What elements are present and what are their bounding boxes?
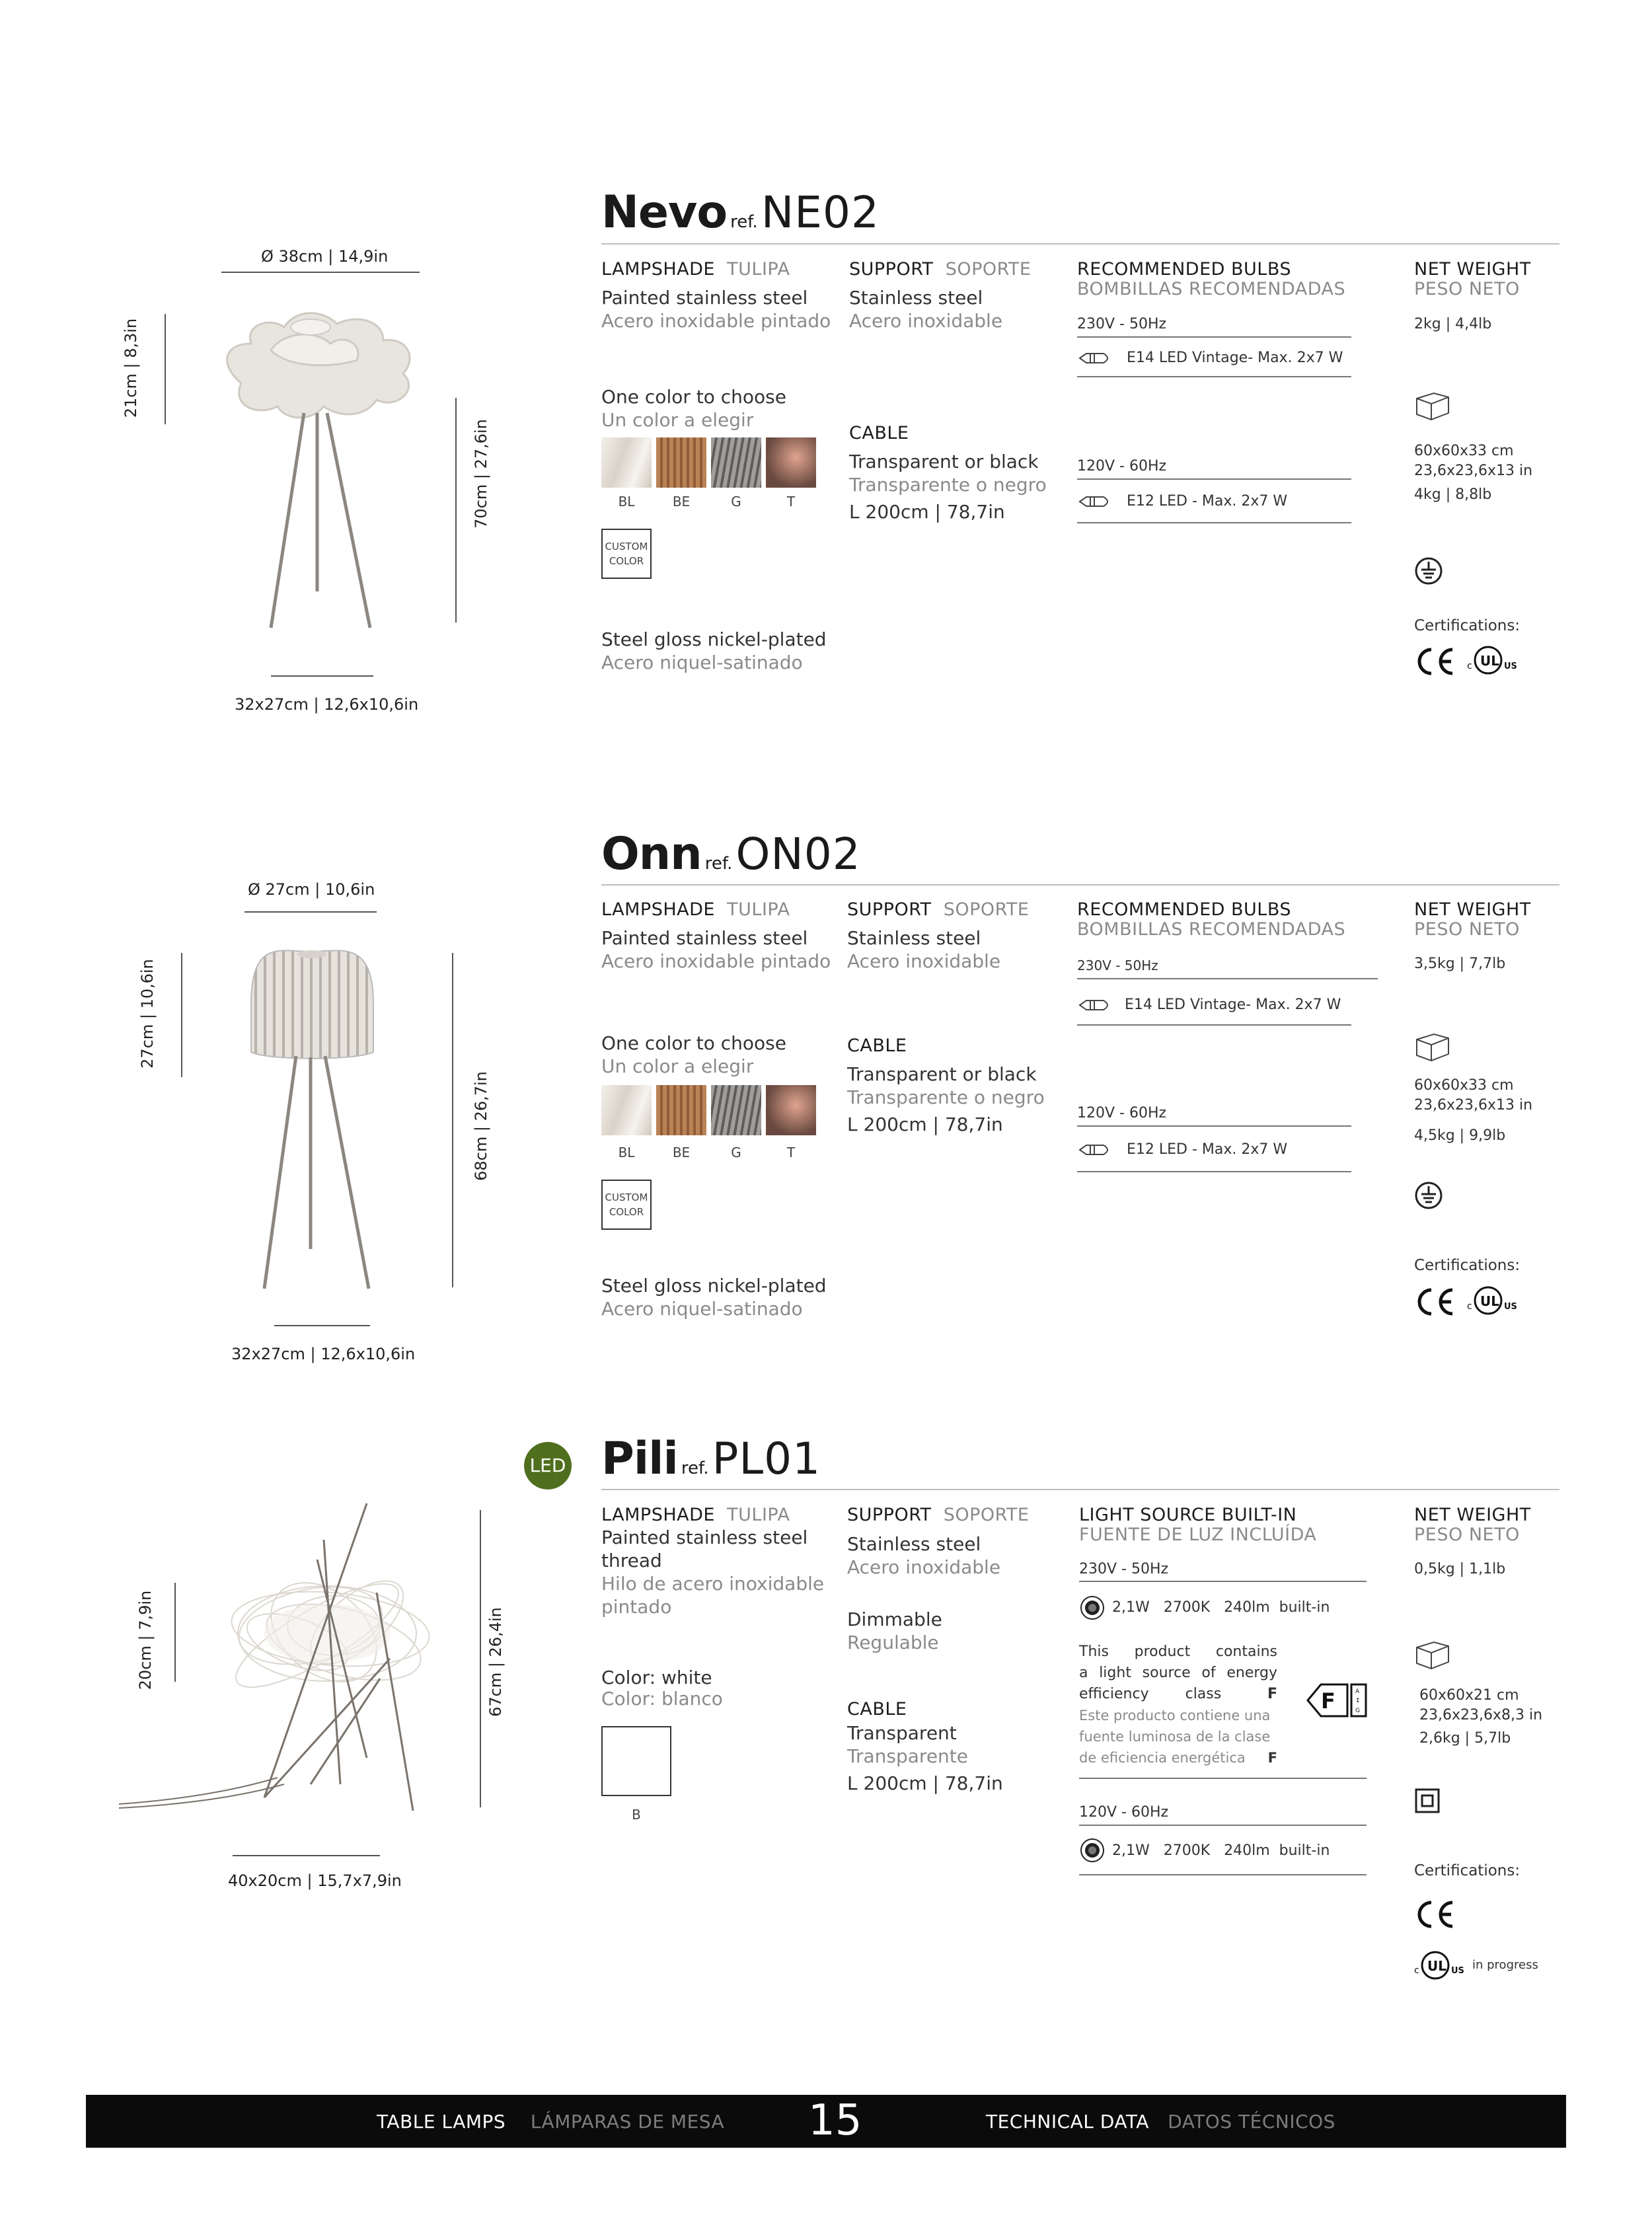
lampshade-material-es: Hilo de acero inoxidable	[601, 1573, 825, 1595]
lampshade-heading	[601, 259, 790, 280]
bulbs-heading-es: BOMBILLAS RECOMENDADAS	[1077, 919, 1346, 940]
swatch-t[interactable]	[766, 437, 816, 488]
product-name: Pili	[601, 1433, 678, 1485]
footer-bar	[86, 2095, 1566, 2148]
cable-heading: CABLE	[849, 423, 909, 443]
swatch-label: B	[632, 1807, 641, 1823]
bulb-spec-us: E12 LED - Max. 2x7 W	[1127, 493, 1288, 510]
box-size-in: 23,6x23,6x13 in	[1414, 1097, 1533, 1114]
divider	[1079, 1778, 1367, 1779]
support-head-en: SUPPORT	[847, 899, 932, 920]
source-spec-us: 2,1W 2700K 240lm built-in	[1112, 1842, 1330, 1859]
svg-text:US: US	[1451, 1966, 1464, 1976]
led-source-icon	[1079, 1595, 1106, 1621]
cable-desc-es: Transparente o negro	[847, 1086, 1045, 1108]
energy-line-es: de eficiencia energética	[1079, 1750, 1246, 1766]
lampshade-material-es: Acero inoxidable pintado	[601, 950, 831, 972]
support-material: Stainless steel	[849, 287, 983, 309]
support-material-es: Acero inoxidable	[847, 950, 1001, 972]
dimmable: Dimmable	[847, 1608, 942, 1630]
dim-shade-height: 20cm | 7,9in	[136, 1590, 155, 1690]
svg-text:G: G	[1355, 1708, 1360, 1714]
swatch-label: G	[731, 494, 741, 510]
ul-progress: in progress	[1472, 1958, 1538, 1972]
energy-line: This product contains	[1079, 1643, 1277, 1660]
footer-left-en: TABLE LAMPS	[377, 2111, 506, 2133]
energy-line-es: Este producto contiene una	[1079, 1708, 1271, 1723]
swatch-label: T	[786, 1145, 796, 1160]
led-source-icon	[1079, 1837, 1106, 1864]
ref-label: ref.	[704, 854, 733, 874]
product-name: Onn	[601, 828, 702, 880]
dim-diameter: Ø 27cm | 10,6in	[248, 880, 375, 899]
svg-text:UL: UL	[1480, 1293, 1499, 1309]
svg-text:UL: UL	[1480, 653, 1499, 669]
swatch-label: T	[786, 494, 796, 510]
ul-icon	[1414, 1949, 1474, 1982]
custom-color-option[interactable]	[601, 529, 652, 579]
swatch-label: BE	[672, 1145, 691, 1160]
lampshade-material-2: thread	[601, 1550, 662, 1571]
dim-shade-height: 27cm | 10,6in	[138, 959, 157, 1069]
bulbs-heading: RECOMMENDED BULBS	[1077, 259, 1292, 280]
voltage-eu: 230V - 50Hz	[1079, 1561, 1169, 1577]
bulb-icon	[1077, 1140, 1114, 1160]
energy-class: F	[1267, 1686, 1277, 1702]
box-icon	[1414, 1028, 1451, 1065]
net-weight: 3,5kg | 7,7lb	[1414, 956, 1506, 972]
cable-heading: CABLE	[847, 1036, 907, 1056]
title-rule	[601, 243, 1559, 245]
support-heading	[847, 1505, 1029, 1525]
lampshade-heading	[601, 899, 790, 920]
weight-heading-es: PESO NETO	[1414, 1525, 1520, 1545]
bulb-icon	[1077, 492, 1114, 511]
ground-icon	[1414, 556, 1443, 585]
svg-text:A: A	[1355, 1688, 1360, 1695]
lampshade-head-en: LAMPSHADE	[601, 1505, 715, 1525]
finish-es: Acero niquel-satinado	[601, 652, 803, 673]
support-head-es: SOPORTE	[945, 259, 1032, 280]
energy-line: a light source of energy	[1079, 1665, 1277, 1681]
product-title	[601, 186, 880, 239]
svg-text:UL: UL	[1427, 1958, 1446, 1974]
color-choice-es: Un color a elegir	[601, 409, 754, 431]
energy-class: F	[1267, 1750, 1277, 1766]
product-ref: NE02	[761, 187, 880, 238]
box-icon	[1414, 387, 1451, 424]
support-material: Stainless steel	[847, 1533, 981, 1555]
box-weight: 4kg | 8,8lb	[1414, 486, 1492, 503]
footer-right-en: TECHNICAL DATA	[986, 2111, 1149, 2133]
box-size-cm: 60x60x21 cm	[1419, 1687, 1519, 1704]
title-rule	[601, 884, 1559, 886]
support-head-es: SOPORTE	[943, 1505, 1030, 1525]
svg-text:US: US	[1504, 1302, 1517, 1312]
lampshade-head-en: LAMPSHADE	[601, 899, 715, 920]
swatch-g[interactable]	[711, 1085, 761, 1135]
energy-line-class	[1079, 1684, 1277, 1705]
swatch-label: BL	[618, 1145, 635, 1160]
product-ref: ON02	[735, 829, 861, 880]
custom-label: CUSTOM	[605, 541, 648, 552]
footer-right	[986, 2111, 1335, 2133]
energy-line-es: fuente luminosa de la clase	[1079, 1729, 1271, 1745]
lampshade-material: Painted stainless steel	[601, 927, 808, 949]
divider	[1077, 522, 1351, 523]
box-size-cm: 60x60x33 cm	[1414, 443, 1514, 459]
swatch-white[interactable]	[601, 1726, 671, 1796]
lampshade-head-en: LAMPSHADE	[601, 259, 715, 280]
led-badge: LED	[524, 1442, 572, 1490]
source-spec-eu: 2,1W 2700K 240lm built-in	[1112, 1599, 1330, 1616]
support-heading	[847, 899, 1029, 920]
ce-ul-icon	[1414, 1285, 1546, 1319]
swatch-label: BE	[672, 494, 691, 510]
ce-ul-icon	[1414, 644, 1546, 679]
bulb-spec-eu: E14 LED Vintage- Max. 2x7 W	[1125, 997, 1341, 1013]
cable-length: L 200cm | 78,7in	[849, 501, 1005, 523]
ce-icon	[1414, 1899, 1460, 1932]
product-title	[601, 828, 861, 880]
weight-heading: NET WEIGHT	[1414, 1505, 1531, 1525]
cable-desc-es: Transparente	[847, 1745, 968, 1767]
net-weight: 2kg | 4,4lb	[1414, 316, 1492, 332]
swatch-bl[interactable]	[601, 437, 652, 488]
footer-right-es: DATOS TÉCNICOS	[1168, 2111, 1335, 2133]
dim-total-height: 68cm | 26,7in	[472, 1071, 490, 1181]
divider	[1077, 336, 1351, 338]
swatch-t[interactable]	[766, 1085, 816, 1135]
dim-total-height: 67cm | 26,4in	[486, 1607, 505, 1717]
certifications-label: Certifications:	[1414, 1257, 1521, 1274]
footer-left	[377, 2111, 724, 2133]
voltage-us: 120V - 60Hz	[1077, 458, 1167, 474]
box-icon	[1414, 1636, 1451, 1673]
svg-text:c: c	[1467, 661, 1472, 671]
svg-text:F: F	[1321, 1688, 1335, 1714]
voltage-us: 120V - 60Hz	[1079, 1804, 1169, 1821]
custom-label-2: COLOR	[609, 555, 644, 567]
color-info-es: Color: blanco	[601, 1688, 723, 1710]
box-weight: 2,6kg | 5,7lb	[1419, 1730, 1511, 1747]
dim-base: 40x20cm | 15,7x7,9in	[228, 1871, 402, 1890]
lampshade-heading	[601, 1505, 790, 1525]
voltage-eu: 230V - 50Hz	[1077, 316, 1167, 332]
dim-shade-height: 21cm | 8,3in	[122, 318, 140, 418]
custom-color-option[interactable]	[601, 1180, 652, 1230]
weight-heading: NET WEIGHT	[1414, 259, 1531, 280]
dim-base: 32x27cm | 12,6x10,6in	[235, 695, 419, 714]
cable-desc: Transparent or black	[847, 1063, 1037, 1085]
cable-desc: Transparent	[847, 1722, 957, 1744]
bulbs-heading-es: BOMBILLAS RECOMENDADAS	[1077, 279, 1346, 299]
weight-heading-es: PESO NETO	[1414, 919, 1520, 940]
custom-label-2: COLOR	[609, 1206, 644, 1218]
swatch-bl[interactable]	[601, 1085, 652, 1135]
dimmable-es: Regulable	[847, 1632, 939, 1653]
lampshade-material-es-2: pintado	[601, 1596, 672, 1618]
divider	[1077, 1171, 1351, 1172]
dim-total-height: 70cm | 27,6in	[472, 419, 490, 529]
title-rule	[601, 1489, 1559, 1490]
color-info: Color: white	[601, 1667, 712, 1688]
lamp-drawing-onn	[119, 879, 489, 1355]
product-name: Nevo	[601, 186, 728, 239]
divider	[1077, 376, 1351, 377]
divider	[1077, 978, 1378, 979]
color-choice-es: Un color a elegir	[601, 1055, 754, 1077]
dim-diameter: Ø 38cm | 14,9in	[261, 247, 389, 266]
box-size-in: 23,6x23,6x8,3 in	[1419, 1707, 1543, 1723]
color-choice: One color to choose	[601, 386, 786, 408]
double-insulation-icon	[1414, 1788, 1441, 1814]
cable-heading: CABLE	[847, 1699, 907, 1719]
bulb-icon	[1077, 995, 1114, 1015]
dim-base: 32x27cm | 12,6x10,6in	[231, 1345, 416, 1363]
swatch-label: BL	[618, 494, 635, 510]
certifications-label: Certifications:	[1414, 617, 1521, 634]
svg-text:c: c	[1467, 1301, 1472, 1312]
bulb-spec-eu: E14 LED Vintage- Max. 2x7 W	[1127, 350, 1343, 366]
bulbs-heading: RECOMMENDED BULBS	[1077, 899, 1292, 920]
lampshade-material: Painted stainless steel	[601, 287, 808, 309]
bulb-spec-us: E12 LED - Max. 2x7 W	[1127, 1141, 1288, 1158]
lamp-drawing-nevo	[119, 251, 489, 727]
box-weight: 4,5kg | 9,9lb	[1414, 1127, 1506, 1144]
svg-text:US: US	[1504, 661, 1517, 671]
support-material: Stainless steel	[847, 927, 981, 949]
energy-label-icon	[1306, 1682, 1370, 1719]
swatch-be[interactable]	[656, 1085, 706, 1135]
lampshade-material-es: Acero inoxidable pintado	[601, 310, 831, 332]
support-heading	[849, 259, 1031, 280]
finish: Steel gloss nickel-plated	[601, 1275, 827, 1297]
divider	[1079, 1874, 1367, 1875]
voltage-eu: 230V - 50Hz	[1077, 958, 1158, 973]
bulb-icon	[1077, 348, 1114, 368]
box-size-cm: 60x60x33 cm	[1414, 1077, 1514, 1094]
cable-desc-es: Transparente o negro	[849, 474, 1047, 496]
finish-es: Acero niquel-satinado	[601, 1298, 803, 1320]
page-number: 15	[808, 2096, 862, 2145]
lampshade-material: Painted stainless steel	[601, 1527, 808, 1548]
color-choice: One color to choose	[601, 1032, 786, 1054]
product-title	[601, 1433, 821, 1485]
lamp-drawing-pili	[112, 1493, 509, 1916]
support-head-en: SUPPORT	[847, 1505, 932, 1525]
support-head-en: SUPPORT	[849, 259, 934, 280]
swatch-g[interactable]	[711, 437, 761, 488]
weight-heading: NET WEIGHT	[1414, 899, 1531, 920]
net-weight: 0,5kg | 1,1lb	[1414, 1561, 1506, 1577]
finish: Steel gloss nickel-plated	[601, 628, 827, 650]
weight-heading-es: PESO NETO	[1414, 279, 1520, 299]
box-size-in: 23,6x23,6x13 in	[1414, 463, 1533, 479]
energy-text	[1079, 1642, 1277, 1705]
custom-label: CUSTOM	[605, 1191, 648, 1203]
energy-line-es-class	[1079, 1747, 1277, 1768]
divider	[1077, 1125, 1351, 1127]
cable-length: L 200cm | 78,7in	[847, 1114, 1003, 1135]
swatch-label: G	[731, 1145, 741, 1160]
divider	[1077, 478, 1351, 480]
ref-label: ref.	[730, 212, 758, 232]
lampshade-head-es: TULIPA	[727, 259, 790, 280]
cable-desc: Transparent or black	[849, 451, 1039, 472]
divider	[1079, 1825, 1367, 1826]
support-material-es: Acero inoxidable	[847, 1556, 1001, 1578]
cable-length: L 200cm | 78,7in	[847, 1772, 1003, 1794]
voltage-us: 120V - 60Hz	[1077, 1105, 1167, 1121]
light-heading: LIGHT SOURCE BUILT-IN	[1079, 1505, 1297, 1525]
support-material-es: Acero inoxidable	[849, 310, 1003, 332]
energy-text-es	[1079, 1705, 1277, 1768]
swatch-be[interactable]	[656, 437, 706, 488]
certifications-label: Certifications:	[1414, 1862, 1521, 1879]
support-head-es: SOPORTE	[943, 899, 1030, 920]
divider	[1079, 1581, 1367, 1582]
ref-label: ref.	[681, 1458, 709, 1478]
footer-left-es: LÁMPARAS DE MESA	[530, 2111, 725, 2133]
svg-text:c: c	[1414, 1965, 1419, 1976]
lampshade-head-es: TULIPA	[727, 899, 790, 920]
svg-text:↕: ↕	[1355, 1698, 1361, 1704]
light-heading-es: FUENTE DE LUZ INCLUÍDA	[1079, 1525, 1317, 1545]
lampshade-head-es: TULIPA	[727, 1505, 790, 1525]
divider	[1077, 1024, 1351, 1026]
ground-icon	[1414, 1181, 1443, 1210]
energy-line: efficiency class	[1079, 1686, 1222, 1702]
product-ref: PL01	[712, 1433, 821, 1484]
